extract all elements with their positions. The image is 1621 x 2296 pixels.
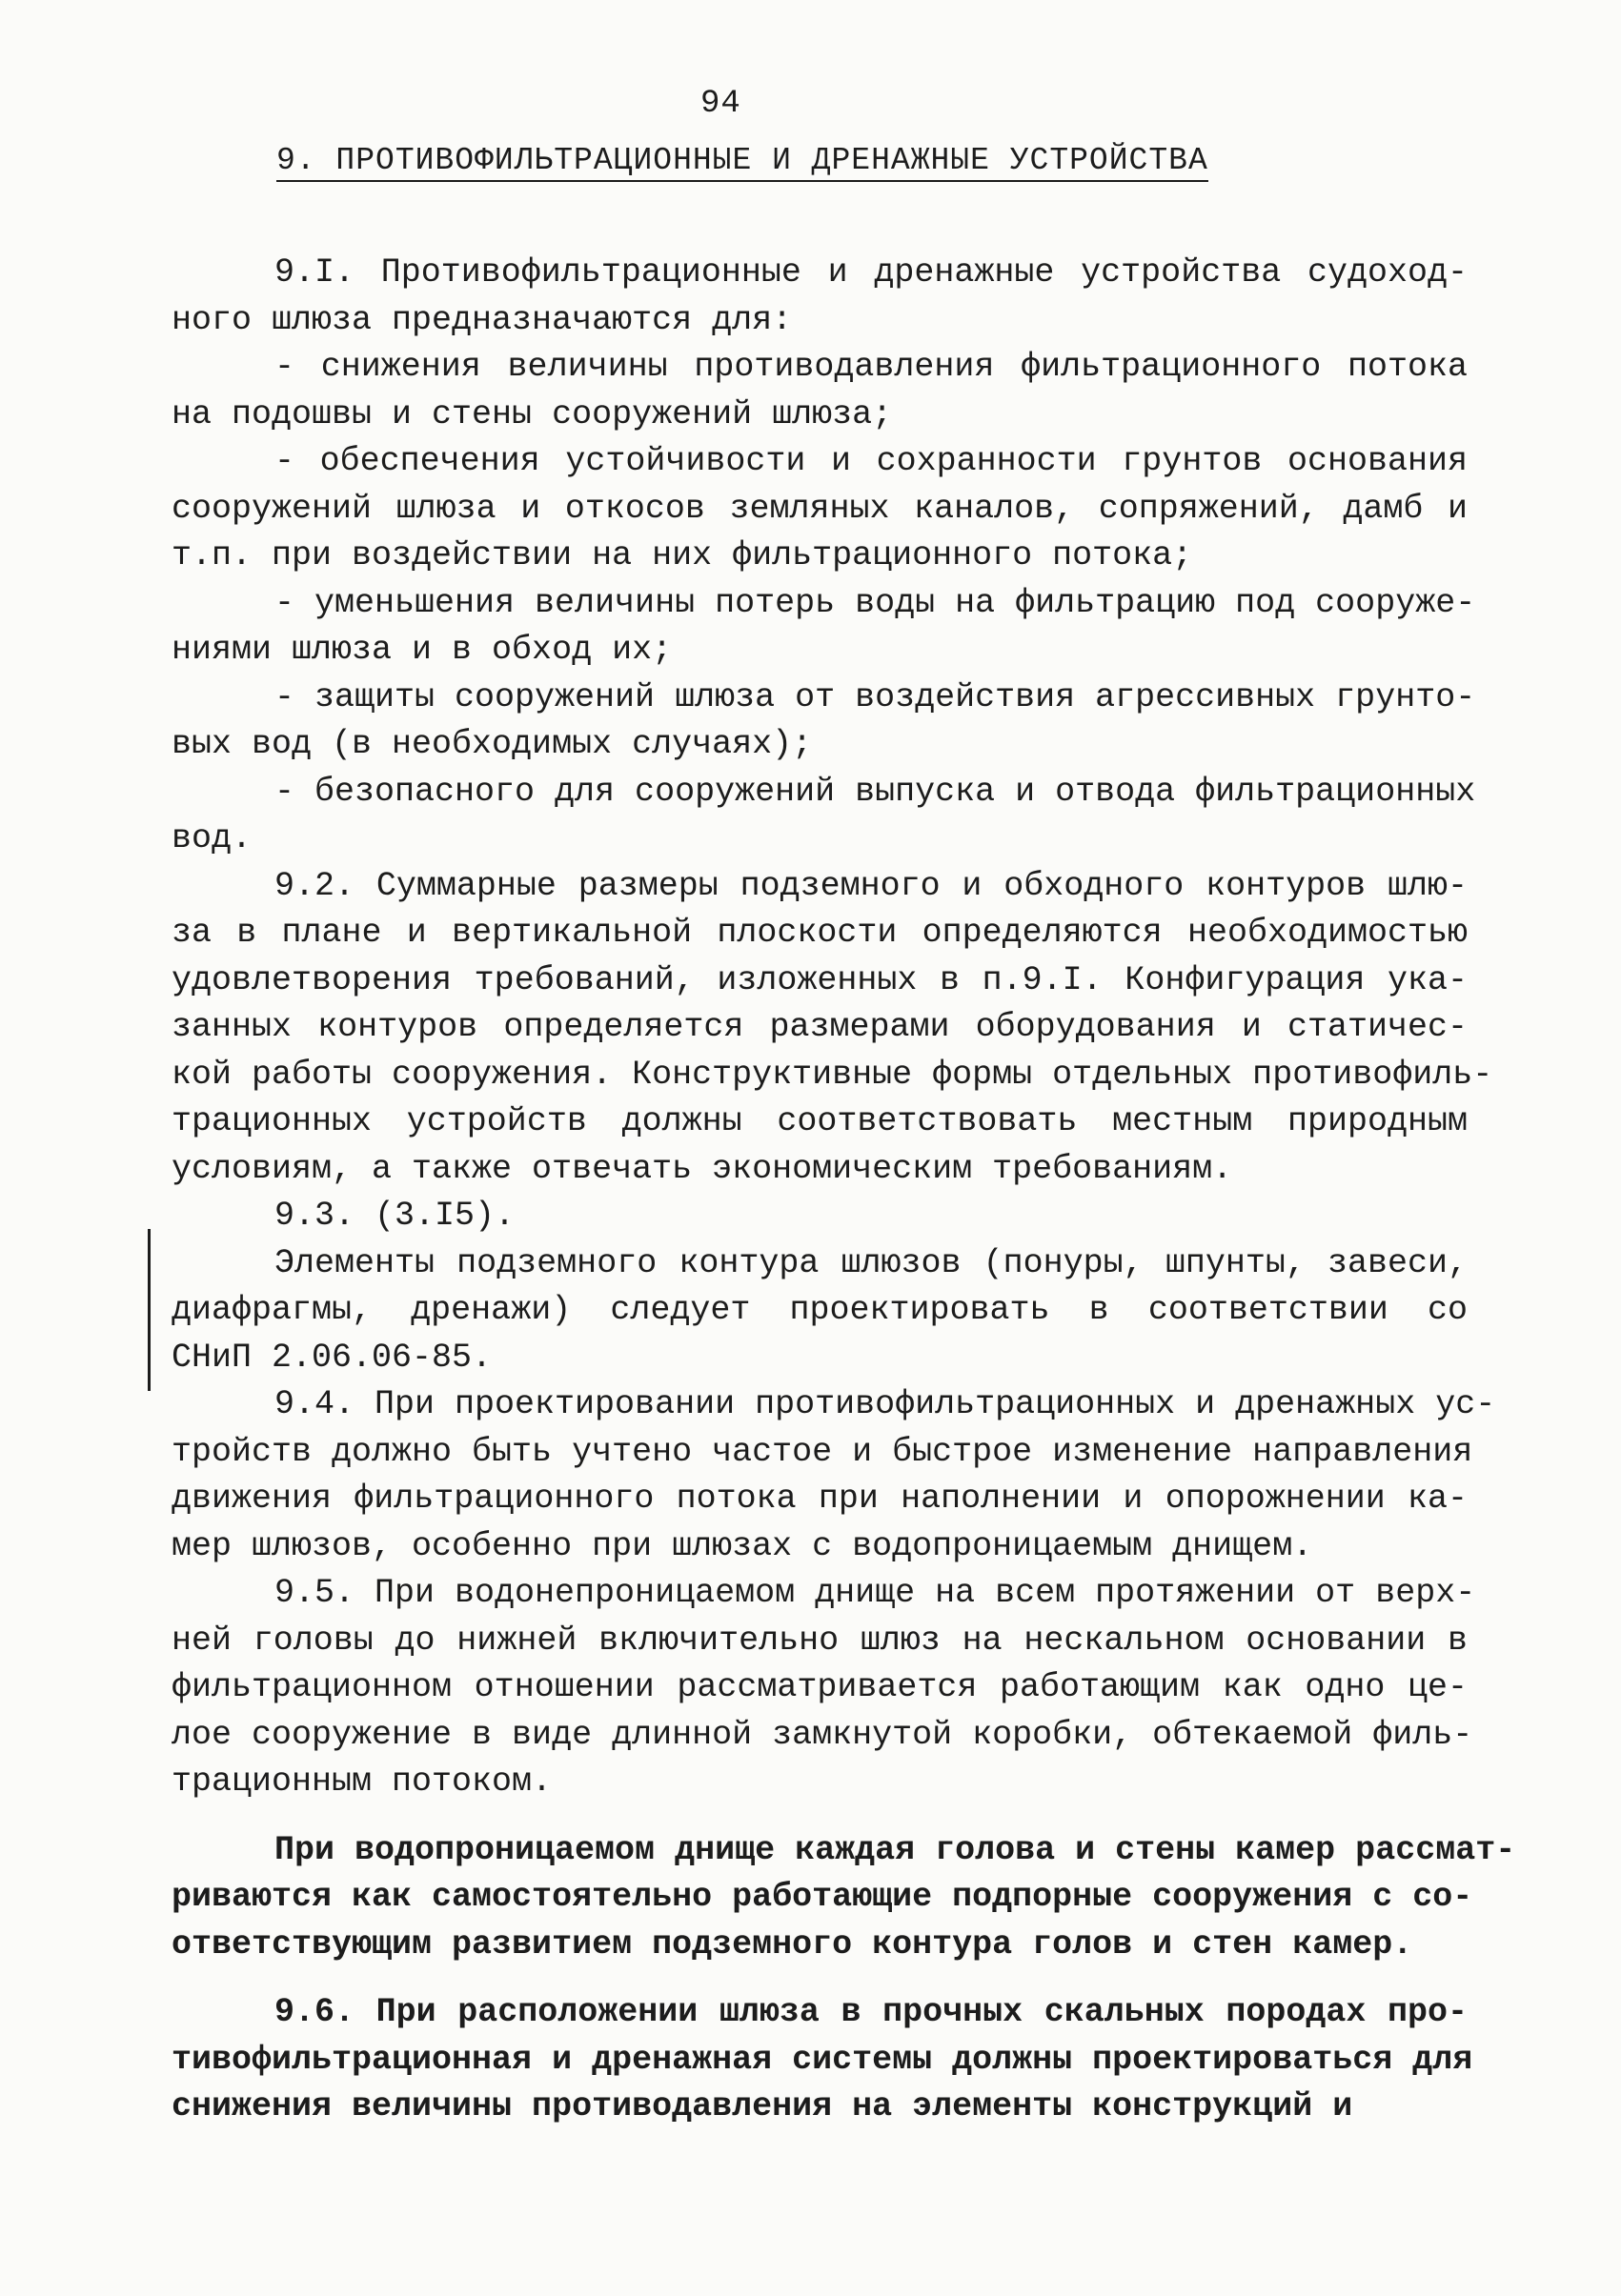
- text-line: ней головы до нижней включительно шлюз на нескальном основании в: [172, 1621, 1468, 1660]
- text-line: 9.I. Противофильтрационные и дренажные устройства судоход-: [274, 253, 1468, 292]
- section-title: 9. ПРОТИВОФИЛЬТРАЦИОННЫЕ И ДРЕНАЖНЫЕ УСТРОЙСТВА: [276, 143, 1208, 182]
- text-line: тивофильтрационная и дренажная системы должны проектироваться для: [172, 2040, 1473, 2079]
- text-line: - безопасного для сооружений выпуска и отвода фильтрационных: [274, 772, 1476, 811]
- text-line: вых вод (в необходимых случаях);: [172, 725, 813, 763]
- text-line: трационных устройств должны соответствовать местным природным: [172, 1102, 1468, 1140]
- text-line: - обеспечения устойчивости и сохранности грунтов основания: [274, 442, 1468, 480]
- text-line: 9.6. При расположении шлюза в прочных скальных породах про-: [274, 1993, 1468, 2031]
- text-line: сооружений шлюза и откосов земляных каналов, сопряжений, дамб и: [172, 489, 1468, 528]
- revision-margin-bar: [148, 1229, 151, 1391]
- text-line: 9.5. При водонепроницаемом днище на всем протяжении от верх-: [274, 1574, 1476, 1612]
- text-line: вод.: [172, 819, 253, 857]
- text-line: - защиты сооружений шлюза от воздействия агрессивных грунто-: [274, 677, 1476, 716]
- text-line: - уменьшения величины потерь воды на фильтрацию под сооруже-: [274, 583, 1476, 622]
- text-line: за в плане и вертикальной плоскости определяются необходимостью: [172, 914, 1468, 952]
- text-line: движения фильтрационного потока при наполнении и опорожнении ка-: [172, 1480, 1468, 1518]
- text-line: трационным потоком.: [172, 1762, 553, 1801]
- text-line: риваются как самостоятельно работающие подпорные сооружения с со-: [172, 1878, 1473, 1916]
- text-line: тройств должно быть учтено частое и быстрое изменение направления: [172, 1432, 1473, 1471]
- text-line: - снижения величины противодавления фильтрационного потока: [274, 348, 1468, 386]
- text-line: ниями шлюза и в обход их;: [172, 631, 673, 669]
- text-line: т.п. при воздействии на них фильтрационного потока;: [172, 536, 1193, 574]
- text-line: условиям, а также отвечать экономическим требованиям.: [172, 1149, 1233, 1188]
- text-line: удовлетворения требований, изложенных в п.9.I. Конфигурация ука-: [172, 960, 1468, 999]
- text-line: СНиП 2.06.06-85.: [172, 1338, 493, 1377]
- text-line: снижения величины противодавления на элементы конструкций и: [172, 2087, 1353, 2125]
- text-line: занных контуров определяется размерами оборудования и статичес-: [172, 1008, 1468, 1046]
- text-line: на подошвы и стены сооружений шлюза;: [172, 394, 893, 433]
- text-line: При водопроницаемом днище каждая голова и стены камер рассмат-: [274, 1830, 1516, 1869]
- text-line: 9.2. Суммарные размеры подземного и обходного контуров шлю-: [274, 866, 1468, 905]
- text-line: лое сооружение в виде длинной замкнутой коробки, обтекаемой филь-: [172, 1715, 1473, 1754]
- text-line: ответствующим развитием подземного контура голов и стен камер.: [172, 1924, 1413, 1964]
- text-line: диафрагмы, дренажи) следует проектировать в соответствии со: [172, 1291, 1468, 1329]
- text-line: 9.3. (3.I5).: [274, 1197, 516, 1235]
- text-line: кой работы сооружения. Конструктивные формы отдельных противофиль-: [172, 1055, 1493, 1094]
- text-line: 9.4. При проектировании противофильтрационных и дренажных ус-: [274, 1385, 1496, 1423]
- text-line: ного шлюза предназначаются для:: [172, 300, 793, 339]
- body-text: [172, 250, 1516, 2131]
- text-line: мер шлюзов, особенно при шлюзах с водопроницаемым днищем.: [172, 1526, 1313, 1565]
- page-number: 94: [700, 86, 741, 122]
- text-line: Элементы подземного контура шлюзов (понуры, шпунты, завеси,: [274, 1243, 1468, 1282]
- text-line: фильтрационном отношении рассматривается работающим как одно це-: [172, 1668, 1468, 1706]
